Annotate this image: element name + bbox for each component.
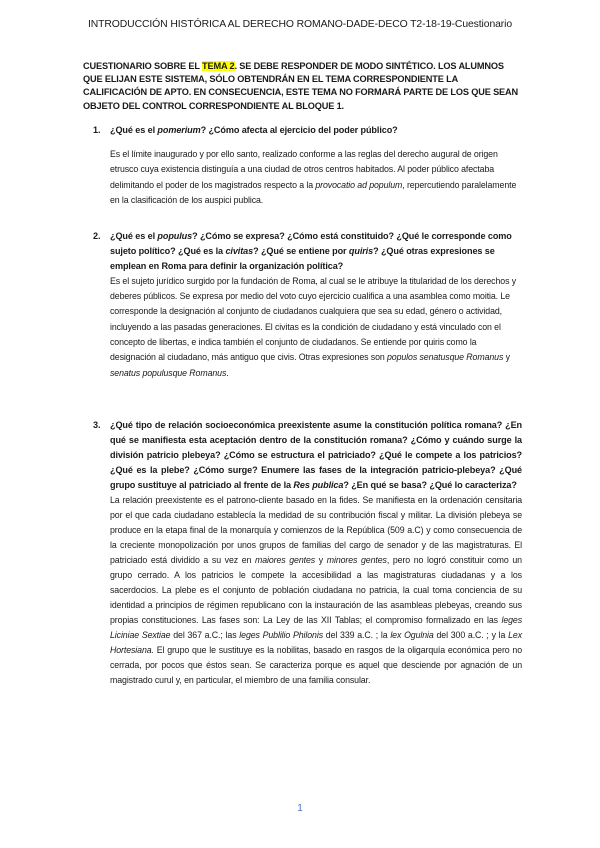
question-number: 1. xyxy=(93,125,101,135)
intro-text-pre: CUESTIONARIO SOBRE EL xyxy=(83,61,203,71)
question-fragment: ¿Qué es el xyxy=(110,125,158,135)
question-fragment: ? ¿En qué se basa? ¿Qué lo caracteriza? xyxy=(343,479,517,490)
question-fragment: Res publica xyxy=(293,479,344,490)
answer-fragment: Es el límite inaugurado y por ello santo, realizado conforme a las reglas del derecho augural de origen etrusco cuya existencia distinguía a una ciudad de otros centros habitados. Al poder público afectaba delimitando el poder de los magistrados respecto a la xyxy=(110,148,498,190)
answer-text xyxy=(110,147,522,208)
question-block-3 xyxy=(93,418,523,688)
answer-fragment: Es el sujeto jurídico surgido por la fundación de Roma, al cual se le atribuye la titularidad de los derechos y deberes públicos. Se expresa por medio del voto cuyo ejercicio cualifica a una asamblea como moitia. Le corresponde la designación al conjunto de ciudadanos cualquiera que sea su edad, género o actividad, incluyendo a las pasadas generaciones. El civitas es la condición de ciudadano y está vinculado con el concepto de libertas, e indica también el conjunto de ciudadanos. Se entiende por quiris como la designación al ciudadano, más antiguo que civis. Otras expresiones son xyxy=(110,275,517,363)
intro-text-post: . SE DEBE RESPONDER DE MODO SINTÉTICO. LOS ALUMNOS QUE ELIJAN ESTE SISTEMA, SÓLO OBTENDRÁN EN EL TEMA CORRESPONDIENTE LA CALIFICACIÓN DE APTO. EN CONSECUENCIA, ESTE TEMA NO FORMARÁ PARTE DE LOS QUE SEAN OBJETO DEL CONTROL CORRESPONDIENTE AL BLOQUE 1. xyxy=(83,61,518,111)
answer-fragment: La relación preexistente es el patrono-cliente basado en la fides. Se manifiesta en la ordenación censitaria por el que cada ciudadano establecía la medidad de su contribución fiscal y militar. La división plebeya se produce en la etapa final de la monarquía y comienzos de la República (509 a.C) y como consecuencia de la creciente monopolización por unos grupos de familias del cargo de senador y de las magistraturas. El patriciado está dividido a su vez en xyxy=(110,494,522,565)
question-fragment: populus xyxy=(157,231,193,241)
answer-fragment: . xyxy=(226,367,229,378)
answer-fragment: minores gentes xyxy=(326,554,387,565)
question-text xyxy=(110,229,522,274)
question-fragment: ¿Qué es el xyxy=(110,231,158,241)
question-fragment: ? ¿Qué se entiene por xyxy=(253,245,349,256)
answer-fragment: del 367 a.C.; las xyxy=(170,629,240,640)
question-fragment: ? ¿Qué otras expresiones se emplean en Roma para definir la organización política? xyxy=(110,245,495,271)
answer-fragment: del 339 a.C. ; la xyxy=(323,629,391,640)
question-number: 3. xyxy=(93,420,101,430)
question-block-1 xyxy=(93,123,522,208)
answer-fragment: y xyxy=(315,554,327,565)
question-text xyxy=(110,418,522,493)
question-fragment: pomerium xyxy=(157,125,201,135)
answer-fragment: y xyxy=(503,352,510,363)
instructions-paragraph xyxy=(83,60,523,113)
answer-fragment: leges Publilio Philonis xyxy=(239,629,323,640)
answer-fragment: , repercutiendo paralelamente en la clasificación de los auspici publica. xyxy=(110,179,517,205)
answer-fragment: leges Liciniae Sextiae xyxy=(110,614,522,640)
answer-text xyxy=(110,274,522,381)
page-number: 1 xyxy=(297,803,303,814)
answer-fragment: El grupo que le sustituye es la nobilitas, basado en rasgos de la oligarquía económica pero no cerrada, por pocos que éstos sean. Se caracteriza porque es aquel que desciende por agnación de un magistrado curul y, en particular, el miembro de una familia consular. xyxy=(110,644,522,685)
question-number: 2. xyxy=(93,231,101,241)
question-fragment: ¿Qué tipo de relación socioeconómica preexistente asume la constitución política romana? ¿En qué se manifiesta esta aceptación dentro de la constitución romana? ¿Cómo y cuándo surge la división patricio plebeya? ¿Cómo se estructura el patriciado? ¿Qué le compete a los patricios? ¿Qué es la plebe? ¿Cómo surge? Enumere las fases de la integración patricio-plebeya? ¿Qué grupo sustituye al patriciado al frente de la xyxy=(110,420,522,490)
question-fragment: civitas xyxy=(225,245,254,256)
highlighted-topic: TEMA 2 xyxy=(202,61,235,71)
answer-fragment: maiores gentes xyxy=(255,554,316,565)
answer-fragment: Lex Hortesiana. xyxy=(110,629,523,655)
answer-fragment: lex Ogulnia xyxy=(390,629,434,640)
question-text xyxy=(110,123,522,138)
answer-fragment: del 300 a.C. ; y la xyxy=(433,629,509,640)
question-fragment: quiris xyxy=(348,245,374,256)
answer-fragment: provocatio ad populum xyxy=(315,179,403,190)
question-fragment: ? ¿Cómo se expresa? ¿Cómo está constituido? ¿Qué le corresponde como sujeto político? ¿Qué es la xyxy=(110,231,512,256)
page-header: INTRODUCCIÓN HISTÓRICA AL DERECHO ROMANO-DADE-DECO T2-18-19-Cuestionario xyxy=(87,19,513,30)
question-fragment: ? ¿Cómo afecta al ejercicio del poder público? xyxy=(200,125,398,135)
answer-fragment: populos senatusque Romanus xyxy=(387,352,504,363)
answer-fragment: , pero no logró constituir como un grupo cerrado. A los patricios le compete la accesibilidad a las magistraturas ciudadanas y a los sacerdocios. La plebe es el conjunto de población ciudadana no patricia, la cual toma conciencia de su identidad a principios de régimen republicano con la instauración de las asambleas plebeyas, creando sus propias constituciones. Las fases son: La Ley de las XII Tablas; el compromiso formalizado en las xyxy=(110,554,522,625)
answer-text xyxy=(110,493,522,688)
answer-fragment: senatus populusque Romanus xyxy=(110,367,227,378)
question-block-2 xyxy=(93,229,522,381)
